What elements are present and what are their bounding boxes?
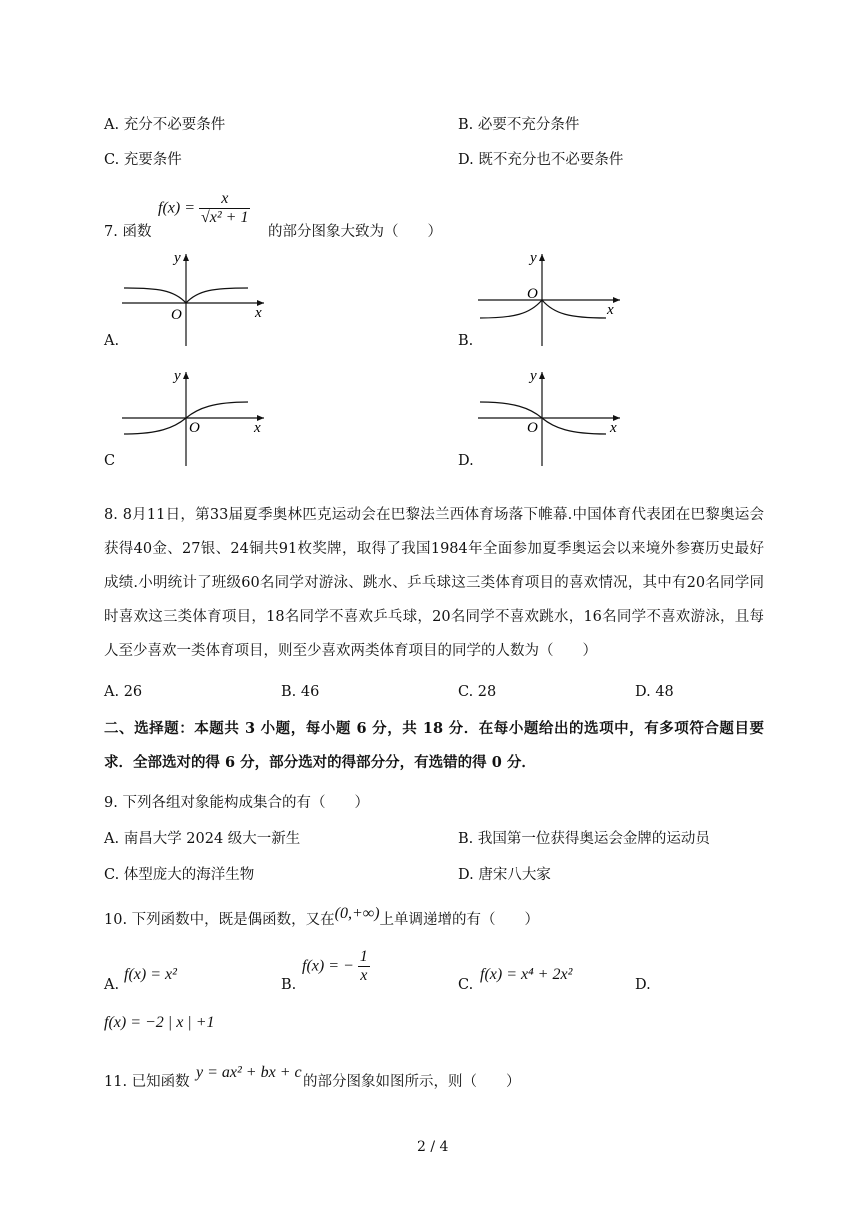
q9-option-b: B. 我国第一位获得奥运会金牌的运动员 — [458, 831, 710, 847]
x-arrow — [613, 297, 620, 303]
origin-label: O — [189, 420, 200, 436]
q10-b-den: x — [360, 967, 368, 984]
q10-label-b: B. — [281, 977, 297, 993]
origin-label: O — [171, 307, 182, 323]
q7-label-c: C — [104, 453, 116, 469]
q11-prefix: 11. 已知函数 — [104, 1074, 190, 1090]
q10-option-d-math: f(x) = −2 | x | +1 — [104, 1014, 215, 1031]
q10-b-num: 1 — [359, 948, 368, 965]
q11-suffix: 的部分图象如图所示，则（ ） — [303, 1074, 521, 1090]
q10-interval: (0,+∞) — [334, 905, 380, 922]
y-label: y — [530, 250, 537, 266]
q8-option-b: B. 46 — [281, 684, 320, 700]
q7-func-den: √x² + 1 — [201, 209, 249, 226]
q7-label-b: B. — [458, 333, 474, 349]
curve — [480, 300, 606, 318]
q10-b-fraction — [358, 948, 370, 985]
y-arrow — [539, 254, 545, 261]
q7-label-d: D. — [458, 453, 474, 469]
q8-stem: 8. 8月11日，第33届夏季奥林匹克运动会在巴黎法兰西体育场落下帷幕.中国体育代表团在巴黎奥运会获得40金、27银、24铜共91枚奖牌，取得了我国1984年全面参加夏季奥运会以来境外参赛历史最好成绩.小明统计了班级60名同学对游泳、跳水、乒乓球这三类体育项目的喜欢情况，其中有20名同学同时喜欢这三类体育项目，18名同学不喜欢乒乓球，20名同学不喜欢跳水，16名同学不喜欢游泳，且每人至少喜欢一类体育项目，则至少喜欢两类体育项目的同学的人数为（ ） — [104, 507, 764, 659]
q9-option-a: A. 南昌大学 2024 级大一新生 — [104, 831, 301, 847]
x-label: x — [607, 302, 614, 318]
q11-function: y = ax² + bx + c — [196, 1064, 302, 1081]
q7-label-a: A. — [104, 333, 120, 349]
y-label: y — [174, 250, 181, 266]
q7-func-lhs: f(x) = — [158, 199, 195, 217]
origin-label: O — [527, 420, 538, 436]
q7-fraction — [199, 190, 250, 227]
q10-stem-pre: 10. 下列函数中，既是偶函数，又在 — [104, 912, 335, 928]
q9-option-c: C. 体型庞大的海洋生物 — [104, 867, 255, 883]
q7-prefix: 7. 函数 — [104, 224, 152, 240]
q7-graph-d — [474, 368, 624, 468]
q10-b-lhs: f(x) = − — [302, 957, 354, 975]
q10-stem-post: 上单调递增的有（ ） — [379, 912, 540, 928]
x-label: x — [255, 305, 262, 321]
section-2-heading: 二、选择题：本题共 3 小题，每小题 6 分，共 18 分．在每小题给出的选项中，有多项符合题目要求．全部选对的得 6 分，部分选对的得部分分，有选错的得 0 分． — [104, 720, 764, 771]
q7-graph-b — [474, 248, 624, 348]
q10-label-a: A. — [104, 977, 120, 993]
y-arrow — [183, 254, 189, 261]
q9-option-d: D. 唐宋八大家 — [458, 867, 551, 883]
origin-label: O — [527, 286, 538, 302]
q7-func-num: x — [199, 190, 250, 209]
q10-stem — [104, 905, 540, 929]
q6-option-b: B. 必要不充分条件 — [458, 117, 580, 133]
page-number: 2 / 4 — [417, 1139, 449, 1155]
y-arrow — [539, 372, 545, 379]
q10-label-d: D. — [635, 977, 651, 993]
q7-graph-a — [118, 248, 268, 348]
q10-option-b-math — [302, 948, 370, 985]
q6-option-c: C. 充要条件 — [104, 152, 182, 168]
q8-option-c: C. 28 — [458, 684, 497, 700]
q7-graph-c — [118, 368, 268, 468]
x-label: x — [254, 420, 261, 436]
q6-option-a: A. 充分不必要条件 — [104, 117, 226, 133]
q8-option-a: A. 26 — [104, 684, 143, 700]
q9-stem: 9. 下列各组对象能构成集合的有（ ） — [104, 795, 369, 811]
q10-label-c: C. — [458, 977, 474, 993]
y-arrow — [183, 372, 189, 379]
y-label: y — [530, 368, 537, 384]
q7-function — [158, 190, 250, 227]
y-label: y — [174, 368, 181, 384]
q10-option-a-math: f(x) = x² — [124, 966, 177, 983]
q10-option-c-math: f(x) = x⁴ + 2x² — [480, 966, 573, 983]
q8-option-d: D. 48 — [635, 684, 674, 700]
x-label: x — [610, 420, 617, 436]
q7-suffix: 的部分图象大致为（ ） — [268, 224, 442, 240]
q6-option-d: D. 既不充分也不必要条件 — [458, 152, 624, 168]
